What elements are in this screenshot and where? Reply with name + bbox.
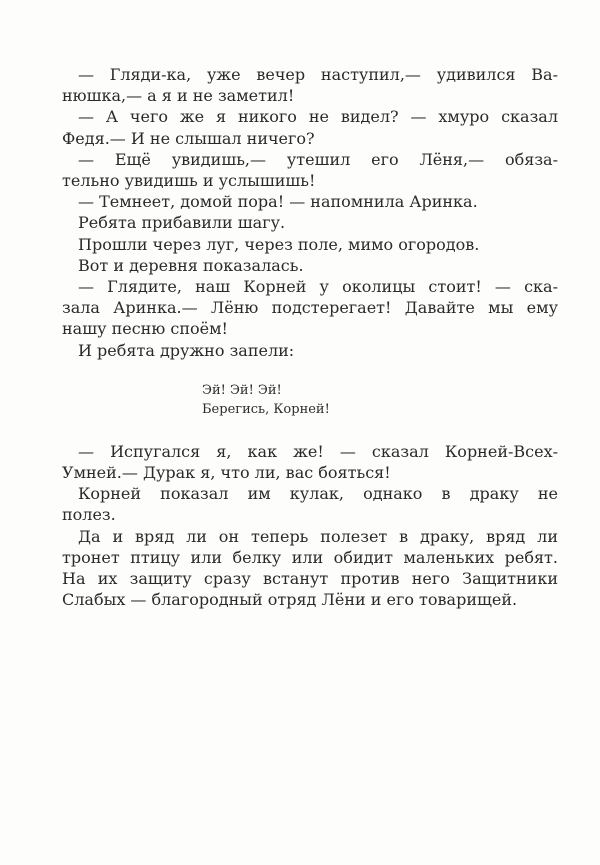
text-line: Слабых — благородный отряд Лёни и его товарищей. [62, 590, 518, 610]
text-line: тронет птицу или белку или обидит маленьких ребят. [62, 547, 558, 567]
text-line: Корней показал им кулак, однако в драку не [78, 484, 558, 504]
text-line: тельно увидишь и услышишь! [62, 171, 316, 191]
text-line: Ребята прибавили шагу. [78, 213, 286, 233]
paragraph [62, 276, 558, 340]
text-line: Прошли через луг, через поле, мимо огородов. [78, 234, 480, 254]
text-line: полез. [62, 505, 116, 525]
text-line: И ребята дружно запели: [78, 340, 295, 360]
paragraph [62, 149, 558, 191]
paragraph [62, 441, 558, 483]
paragraph [62, 234, 558, 255]
verse-line: Берегись, Корней! [202, 401, 330, 417]
text-line: — Темнеет, домой пора! — напомнила Аринка. [78, 192, 478, 212]
text-line: На их защиту сразу встанут против него Защитники [62, 569, 558, 589]
text-line: нюшка,— а я и не заметил! [62, 86, 295, 106]
text-line: нашу песню споём! [62, 319, 228, 339]
paragraph [62, 340, 558, 361]
text-line: — Ещё увидишь,— утешил его Лёня,— обяза- [78, 149, 558, 169]
paragraph [62, 106, 558, 148]
paragraph [62, 483, 558, 525]
paragraph [62, 255, 558, 276]
text-line: Федя.— И не слышал ничего? [62, 128, 315, 148]
text-line: — Гляди-ка, уже вечер наступил,— удивился Ва- [78, 65, 558, 84]
text-line: Вот и деревня показалась. [78, 255, 304, 275]
paragraph [62, 64, 558, 106]
text-line: Да и вряд ли он теперь полезет в драку, вряд ли [78, 526, 558, 546]
text-line: — А чего же я никого не видел? — хмуро сказал [78, 107, 558, 127]
text-line: Умней.— Дурак я, что ли, вас бояться! [62, 463, 391, 483]
text-line: — Глядите, наш Корней у околицы стоит! — ска- [78, 277, 558, 297]
song-verse [62, 381, 558, 419]
page-text [62, 64, 558, 610]
paragraph [62, 526, 558, 611]
text-line: зала Аринка.— Лёню подстерегает! Давайте мы ему [62, 298, 558, 318]
paragraph [62, 212, 558, 233]
verse-line: Эй! Эй! Эй! [202, 382, 282, 398]
paragraph [62, 191, 558, 212]
text-line: — Испугался я, как же! — сказал Корней-Всех- [78, 441, 558, 461]
